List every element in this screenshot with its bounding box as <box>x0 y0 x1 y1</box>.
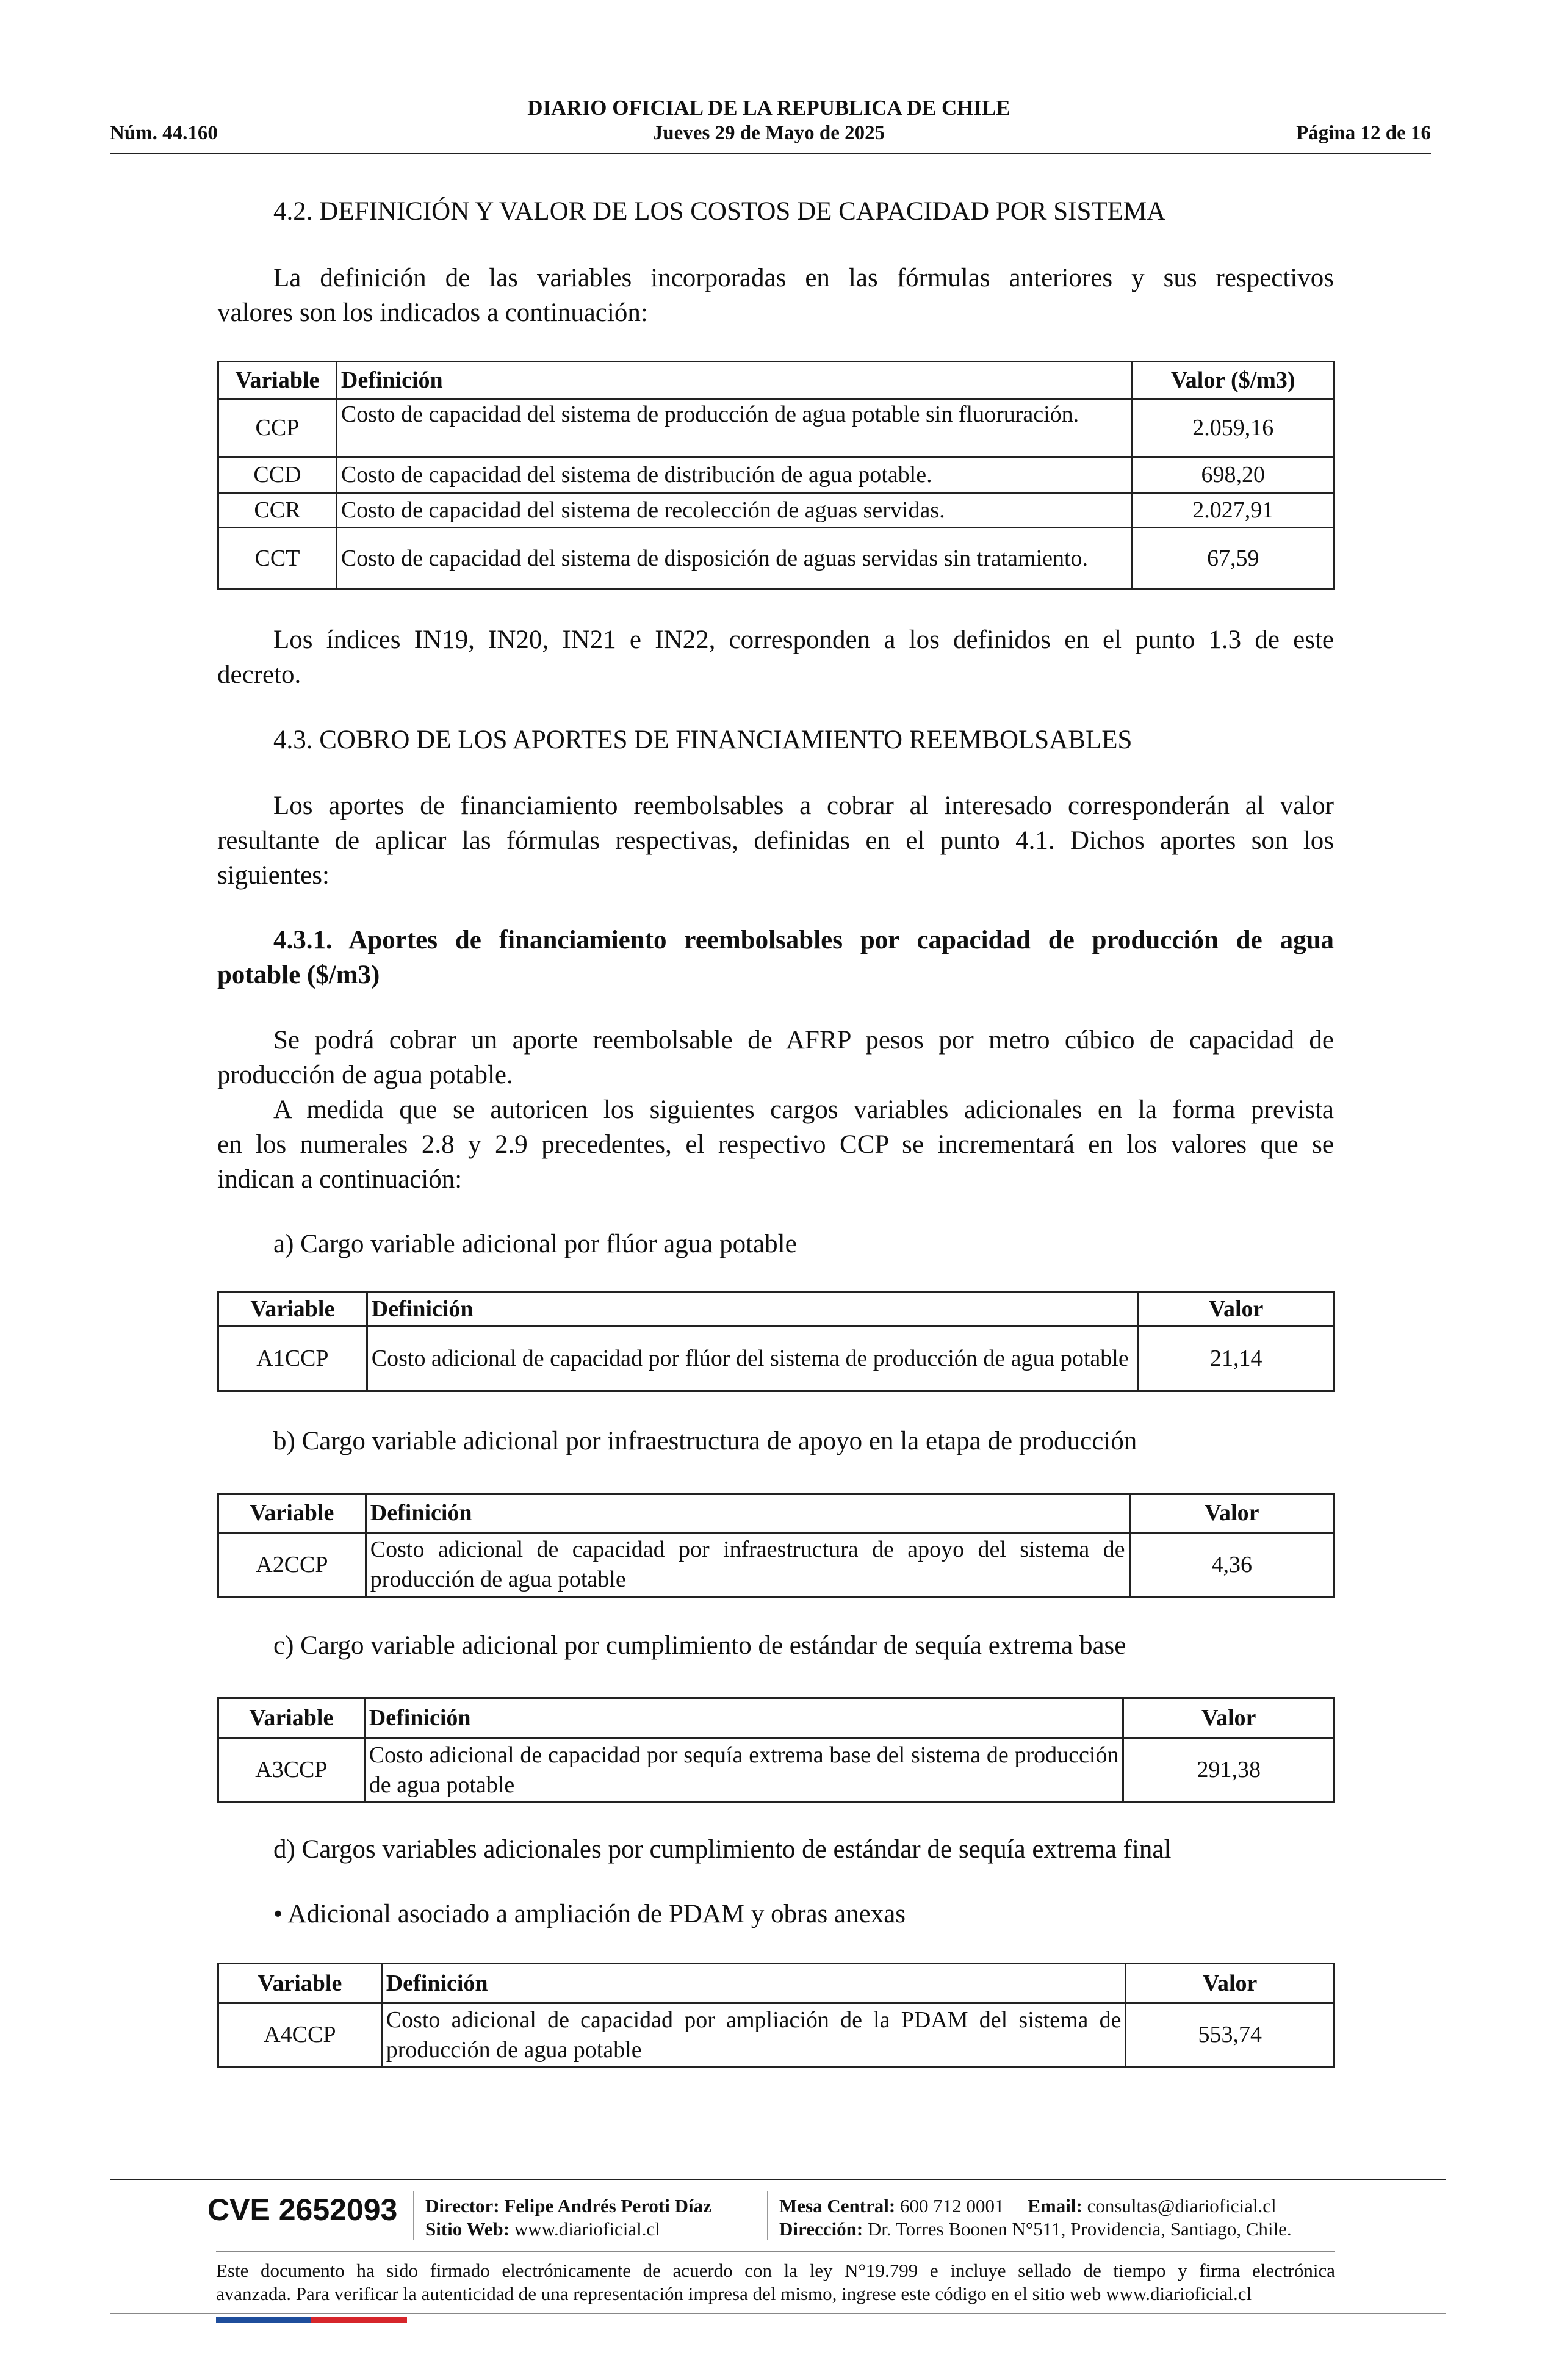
col-header-value: Valor <box>1138 1292 1334 1327</box>
charge-b-table <box>217 1493 1335 1598</box>
cell-value: 67,59 <box>1132 528 1334 590</box>
col-header-value: Valor ($/m3) <box>1132 362 1334 399</box>
col-header-value: Valor <box>1126 1964 1334 2003</box>
indices-line-2: decreto. <box>217 660 301 689</box>
table-header-row <box>218 1964 1334 2003</box>
address-text: Dr. Torres Boonen N°511, Providencia, Santiago, Chile. <box>867 2218 1292 2240</box>
afrp-line-2: producción de agua potable. <box>217 1061 513 1089</box>
director-label: Director: <box>425 2195 500 2216</box>
table-row <box>218 458 1334 493</box>
charge-d-title: d) Cargos variables adicionales por cumplimiento de estándar de sequía extrema final <box>273 1835 1172 1864</box>
cell-definition: Costo de capacidad del sistema de recolección de aguas servidas. <box>336 493 1132 528</box>
col-header-definition: Definición <box>381 1964 1126 2003</box>
table-header-row <box>218 1698 1334 1739</box>
cell-value: 2.059,16 <box>1132 399 1334 458</box>
section-4-2-heading: 4.2. DEFINICIÓN Y VALOR DE LOS COSTOS DE CAPACIDAD POR SISTEMA <box>273 197 1166 226</box>
cell-definition: Costo de capacidad del sistema de distribución de agua potable. <box>336 458 1132 493</box>
email-link[interactable]: consultas@diarioficial.cl <box>1087 2195 1277 2216</box>
table-row <box>218 1533 1334 1597</box>
table-row <box>218 1327 1334 1391</box>
website-line <box>425 2218 660 2241</box>
mesa-phone: 600 712 0001 <box>900 2195 1004 2216</box>
col-header-variable: Variable <box>218 1292 367 1327</box>
charge-d-bullet: • Adicional asociado a ampliación de PDAM y obras anexas <box>273 1900 906 1928</box>
afrp-line-1: Se podrá cobrar un aporte reembolsable de AFRP pesos por metro cúbico de capacidad de <box>273 1026 1334 1055</box>
director-name: Felipe Andrés Peroti Díaz <box>504 2195 711 2216</box>
cell-variable: A2CCP <box>218 1533 366 1597</box>
cell-variable: CCR <box>218 493 337 528</box>
col-header-definition: Definición <box>366 1494 1129 1533</box>
address-line <box>779 2218 1292 2241</box>
col-header-value: Valor <box>1129 1494 1334 1533</box>
aportes-line-2: resultante de aplicar las fórmulas respectivas, definidas en el punto 4.1. Dichos aportes son los <box>217 826 1334 855</box>
issue-number: Núm. 44.160 <box>110 122 218 144</box>
address-label: Dirección: <box>779 2218 863 2240</box>
cell-variable: CCT <box>218 528 337 590</box>
cell-value: 291,38 <box>1123 1739 1334 1802</box>
legal-notice-line-1: Este documento ha sido firmado electrónicamente de acuerdo con la ley N°19.799 e incluye sellado de tiempo y firma electrónica <box>216 2260 1335 2281</box>
director-line <box>425 2194 711 2218</box>
cell-variable: CCD <box>218 458 337 493</box>
page-number: Página 12 de 16 <box>1296 122 1431 144</box>
website-link[interactable]: www.diarioficial.cl <box>514 2218 660 2240</box>
intro-line-1: La definición de las variables incorporadas en las fórmulas anteriores y sus respectivos <box>273 264 1334 292</box>
aportes-line-3: siguientes: <box>217 861 330 890</box>
indices-line-1: Los índices IN19, IN20, IN21 e IN22, corresponden a los definidos en el punto 1.3 de este <box>273 626 1334 654</box>
issue-date: Jueves 29 de Mayo de 2025 <box>652 122 885 144</box>
table-row <box>218 2003 1334 2067</box>
table-header-row <box>218 1494 1334 1533</box>
col-header-definition: Definición <box>336 362 1132 399</box>
legal-notice-line-2: avanzada. Para verificar la autenticidad de una representación impresa del mismo, ingrese este código en el sitio web www.diarioficial.cl <box>216 2283 1252 2304</box>
cell-variable: CCP <box>218 399 337 458</box>
table-row <box>218 493 1334 528</box>
cell-variable: A3CCP <box>218 1739 365 1802</box>
charge-c-title: c) Cargo variable adicional por cumplimiento de estándar de sequía extrema base <box>273 1631 1126 1660</box>
cve-code: CVE 2652093 <box>207 2193 398 2227</box>
cell-value: 553,74 <box>1126 2003 1334 2067</box>
cargos-line-1: A medida que se autoricen los siguientes cargos variables adicionales en la forma prevista <box>273 1095 1334 1124</box>
cell-value: 698,20 <box>1132 458 1334 493</box>
mesa-label: Mesa Central: <box>779 2195 896 2216</box>
cell-definition: Costo de capacidad del sistema de disposición de aguas servidas sin tratamiento. <box>336 528 1132 590</box>
col-header-value: Valor <box>1123 1698 1334 1739</box>
section-4-3-1-heading-line-1: 4.3.1. Aportes de financiamiento reembolsables por capacidad de producción de agua <box>273 926 1334 954</box>
footer-inner-divider <box>216 2251 1335 2252</box>
charge-d-table <box>217 1963 1335 2068</box>
col-header-variable: Variable <box>218 362 337 399</box>
website-label: Sitio Web: <box>425 2218 510 2240</box>
table-header-row <box>218 362 1334 399</box>
col-header-definition: Definición <box>364 1698 1123 1739</box>
charge-c-table <box>217 1697 1335 1803</box>
aportes-line-1: Los aportes de financiamiento reembolsables a cobrar al interesado corresponderán al valor <box>273 792 1334 820</box>
cell-value: 4,36 <box>1129 1533 1334 1597</box>
cargos-line-2: en los numerales 2.8 y 2.9 precedentes, el respectivo CCP se incrementará en los valores que se <box>217 1130 1334 1159</box>
cell-variable: A4CCP <box>218 2003 382 2067</box>
cell-definition: Costo de capacidad del sistema de producción de agua potable sin fluoruración. <box>336 399 1132 458</box>
charge-b-title: b) Cargo variable adicional por infraestructura de apoyo en la etapa de producción <box>273 1427 1137 1455</box>
contact-line <box>779 2194 1277 2218</box>
footer-separator <box>413 2191 414 2240</box>
col-header-variable: Variable <box>218 1494 366 1533</box>
table-row <box>218 528 1334 590</box>
cell-variable: A1CCP <box>218 1327 367 1391</box>
cell-definition: Costo adicional de capacidad por ampliación de la PDAM del sistema de producción de agua potable <box>381 2003 1126 2067</box>
cell-definition: Costo adicional de capacidad por flúor del sistema de producción de agua potable <box>367 1327 1138 1391</box>
cell-definition: Costo adicional de capacidad por sequía extrema base del sistema de producción de agua potable <box>364 1739 1123 1802</box>
cell-value: 21,14 <box>1138 1327 1334 1391</box>
footer-bottom-divider <box>110 2313 1446 2314</box>
col-header-variable: Variable <box>218 1698 365 1739</box>
section-4-3-heading: 4.3. COBRO DE LOS APORTES DE FINANCIAMIENTO REEMBOLSABLES <box>273 726 1133 754</box>
email-label: Email: <box>1028 2195 1082 2216</box>
gazette-title: DIARIO OFICIAL DE LA REPUBLICA DE CHILE <box>527 96 1010 120</box>
cell-definition: Costo adicional de capacidad por infraestructura de apoyo del sistema de producción de agua potable <box>366 1533 1129 1597</box>
footer-divider <box>110 2179 1446 2180</box>
footer-separator <box>767 2191 768 2240</box>
col-header-variable: Variable <box>218 1964 382 2003</box>
flag-bar-red <box>311 2317 407 2323</box>
flag-bar-blue <box>216 2317 311 2323</box>
col-header-definition: Definición <box>367 1292 1138 1327</box>
cell-value: 2.027,91 <box>1132 493 1334 528</box>
cargos-line-3: indican a continuación: <box>217 1165 463 1194</box>
table-row <box>218 1739 1334 1802</box>
charge-a-table <box>217 1291 1335 1392</box>
charge-a-title: a) Cargo variable adicional por flúor agua potable <box>273 1230 797 1258</box>
section-4-3-1-heading-line-2: potable ($/m3) <box>217 961 380 989</box>
table-header-row <box>218 1292 1334 1327</box>
capacity-costs-table <box>217 361 1335 590</box>
table-row <box>218 399 1334 458</box>
intro-line-2: valores son los indicados a continuación: <box>217 298 648 327</box>
header-divider <box>110 153 1431 154</box>
